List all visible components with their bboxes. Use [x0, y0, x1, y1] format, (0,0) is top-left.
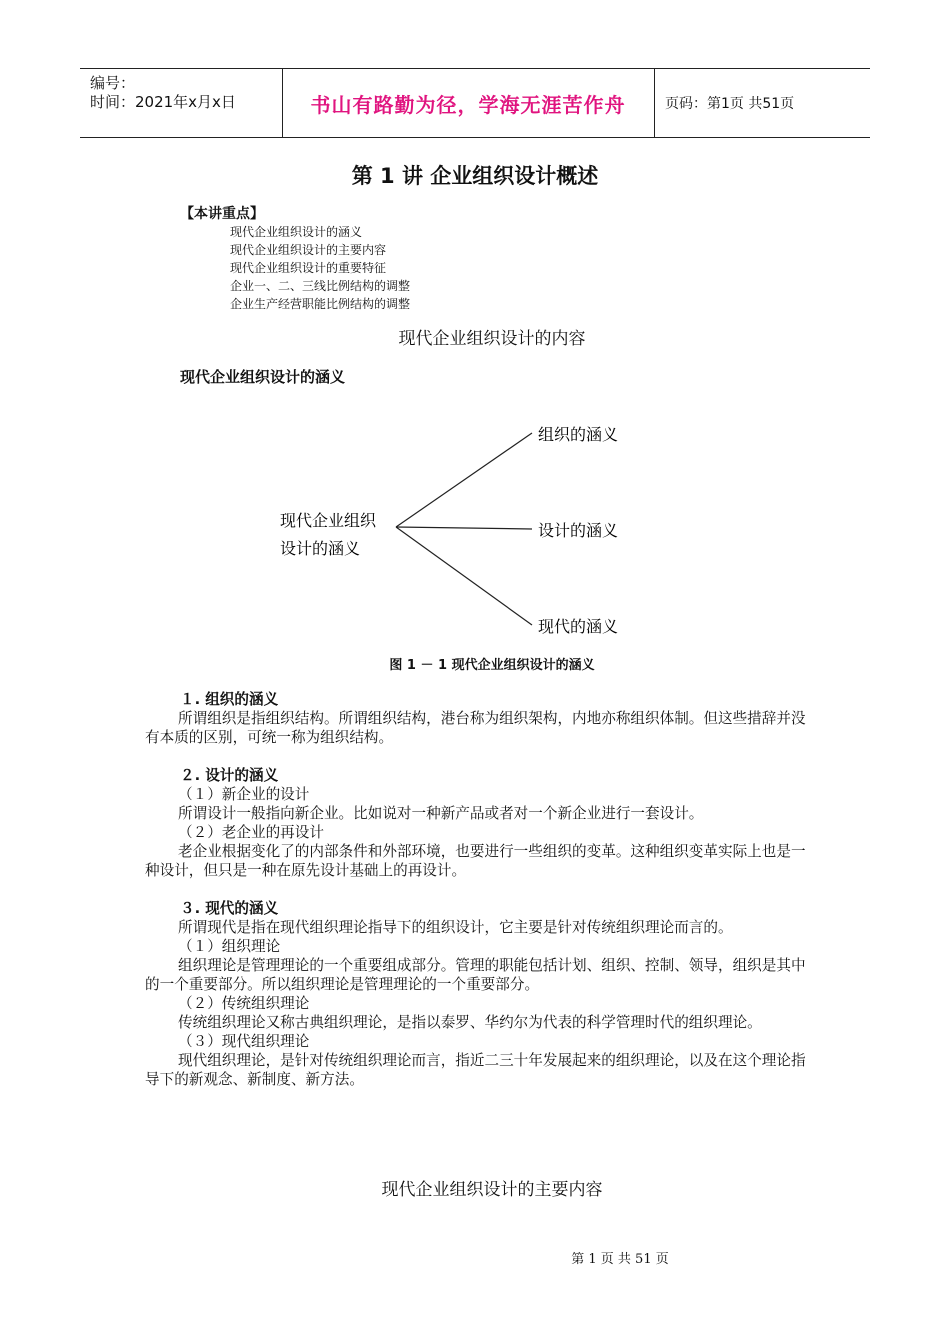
header-page-cell — [655, 69, 870, 137]
number-label: 编号： — [90, 74, 136, 92]
motto-text: 书山有路勤为径，学海无涯苦作舟 — [310, 92, 626, 117]
date-label: 时间：2021年x月x日 — [90, 93, 236, 111]
numbered-item: （２）传统组织理论 — [178, 995, 310, 1012]
section-title-main-content: 现代企业组织设计的主要内容 — [381, 1180, 603, 1200]
numbered-item: （２）老企业的再设计 — [178, 824, 324, 841]
numbered-item: （１）新企业的设计 — [178, 786, 310, 803]
paragraph: 所谓组织是指组织结构。所谓组织结构，港台称为组织架构，内地亦称组织体制。但这些措辞并没有本质的区别，可统一称为组织结构。 — [145, 710, 806, 746]
subsection-title: 现代企业组织设计的涵义 — [180, 368, 346, 386]
connector-line — [396, 527, 532, 529]
page-info: 页码：第1页 共51页 — [665, 96, 795, 112]
page-footer: 第 1 页 共 51 页 — [571, 1252, 669, 1267]
diagram-branch-modern: 现代的涵义 — [538, 617, 619, 636]
connector-line — [396, 527, 532, 625]
figure-caption: 图 1 － 1 现代企业组织设计的涵义 — [389, 658, 595, 673]
diagram-branch-organization: 组织的涵义 — [538, 425, 619, 444]
section-title-content: 现代企业组织设计的内容 — [398, 329, 586, 349]
key-points-heading: 【本讲重点】 — [180, 206, 264, 222]
header-motto-cell — [282, 69, 655, 137]
diagram-branch-design: 设计的涵义 — [538, 521, 619, 540]
paragraph: 现代组织理论，是针对传统组织理论而言，指近二三十年发展起来的组织理论，以及在这个理论指导下的新观念、新制度、新方法。 — [145, 1052, 806, 1088]
diagram-root-line1: 现代企业组织 — [280, 511, 377, 530]
key-point-item: 企业一、二、三线比例结构的调整 — [230, 279, 411, 293]
numbered-item: （３）现代组织理论 — [178, 1033, 310, 1050]
key-point-item: 企业生产经营职能比例结构的调整 — [230, 297, 411, 311]
heading-design: ２. 设计的涵义 — [180, 767, 279, 784]
key-point-item: 现代企业组织设计的重要特征 — [230, 261, 387, 275]
heading-modern: ３. 现代的涵义 — [180, 900, 279, 917]
connector-line — [396, 433, 532, 527]
body-content — [145, 690, 813, 1089]
paragraph: 所谓现代是指在现代组织理论指导下的组织设计，它主要是针对传统组织理论而言的。 — [178, 919, 733, 936]
meaning-diagram — [270, 415, 650, 645]
paragraph: 组织理论是管理理论的一个重要组成部分。管理的职能包括计划、组织、控制、领导，组织是其中的一个重要部分。所以组织理论是管理理论的一个重要部分。 — [145, 957, 806, 993]
header-table — [80, 68, 870, 138]
heading-organization: １. 组织的涵义 — [180, 691, 279, 708]
key-point-item: 现代企业组织设计的涵义 — [230, 225, 363, 239]
key-points-list — [230, 223, 410, 313]
diagram-root-line2: 设计的涵义 — [280, 539, 361, 558]
key-point-item: 现代企业组织设计的主要内容 — [230, 243, 387, 257]
paragraph: 传统组织理论又称古典组织理论，是指以泰罗、华约尔为代表的科学管理时代的组织理论。 — [178, 1014, 762, 1031]
paragraph: 老企业根据变化了的内部条件和外部环境，也要进行一些组织的变革。这种组织变革实际上也是一种设计，但只是一种在原先设计基础上的再设计。 — [145, 843, 806, 879]
numbered-item: （１）组织理论 — [178, 938, 281, 955]
header-info-cell — [80, 69, 283, 137]
lecture-title: 第 1 讲 企业组织设计概述 — [351, 164, 599, 188]
paragraph: 所谓设计一般指向新企业。比如说对一种新产品或者对一个新企业进行一套设计。 — [178, 805, 704, 822]
